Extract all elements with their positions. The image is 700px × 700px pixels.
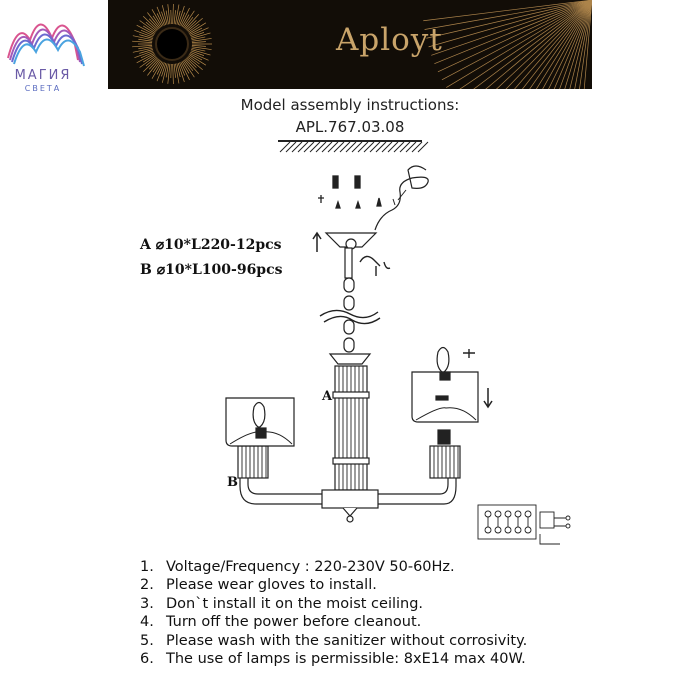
note-text: Please wash with the sanitizer without corrosivity. xyxy=(166,632,528,649)
note-item xyxy=(140,576,527,594)
logo-subtext: СВЕТА xyxy=(24,84,62,93)
note-number: 1. xyxy=(140,559,154,575)
brand-name: Aployt xyxy=(336,22,443,58)
note-number: 5. xyxy=(140,632,154,649)
note-number: 2. xyxy=(140,577,154,594)
part-b-letter: B xyxy=(140,262,152,278)
right-crystal-cup xyxy=(430,430,460,478)
note-item xyxy=(140,632,527,650)
brand-banner xyxy=(108,0,592,89)
note-text: Don`t install it on the moist ceiling. xyxy=(166,595,424,612)
document-title: Model assembly instructions: xyxy=(240,96,460,114)
left-arm xyxy=(240,476,322,504)
arrow-down-icon xyxy=(484,388,492,407)
part-a-size: ⌀10*L220-12pcs xyxy=(155,237,282,253)
part-a-letter: A xyxy=(140,237,151,253)
rotate-icon xyxy=(463,349,475,358)
safety-notes-list xyxy=(140,558,527,668)
central-crystal-column xyxy=(333,366,369,490)
supply-wire xyxy=(375,166,428,230)
note-number: 6. xyxy=(140,650,154,667)
right-arm xyxy=(378,476,456,504)
part-b-size: ⌀10*L100-96pcs xyxy=(156,262,283,278)
chandelier-assembly-diagram xyxy=(0,130,700,550)
note-text: The use of lamps is permissible: 8xE14 max 40W. xyxy=(166,650,526,667)
ceiling-hatch xyxy=(278,141,428,152)
left-lampshade-with-bulb xyxy=(226,398,294,446)
note-item xyxy=(140,595,527,613)
diagram-label-b: B xyxy=(227,475,238,490)
left-crystal-cup xyxy=(238,446,268,478)
note-number: 4. xyxy=(140,614,154,631)
note-item xyxy=(140,613,527,631)
note-text: Turn off the power before cleanout. xyxy=(166,614,422,631)
hook-icon xyxy=(360,256,390,276)
model-number: APL.767.03.08 xyxy=(295,118,405,136)
arrow-up-icon xyxy=(313,233,321,252)
wiring-terminal-block xyxy=(478,505,570,544)
note-text: Please wear gloves to install. xyxy=(166,577,377,594)
note-number: 3. xyxy=(140,595,154,612)
right-lampshade-with-bulb xyxy=(412,348,478,423)
note-text: Voltage/Frequency : 220-230V 50-60Hz. xyxy=(166,559,455,575)
note-item xyxy=(140,650,527,668)
mounting-screws-icon xyxy=(318,176,381,208)
diagram-label-a: A xyxy=(322,389,333,404)
logo-text: МАГИЯ xyxy=(14,68,72,83)
note-item xyxy=(140,558,527,576)
